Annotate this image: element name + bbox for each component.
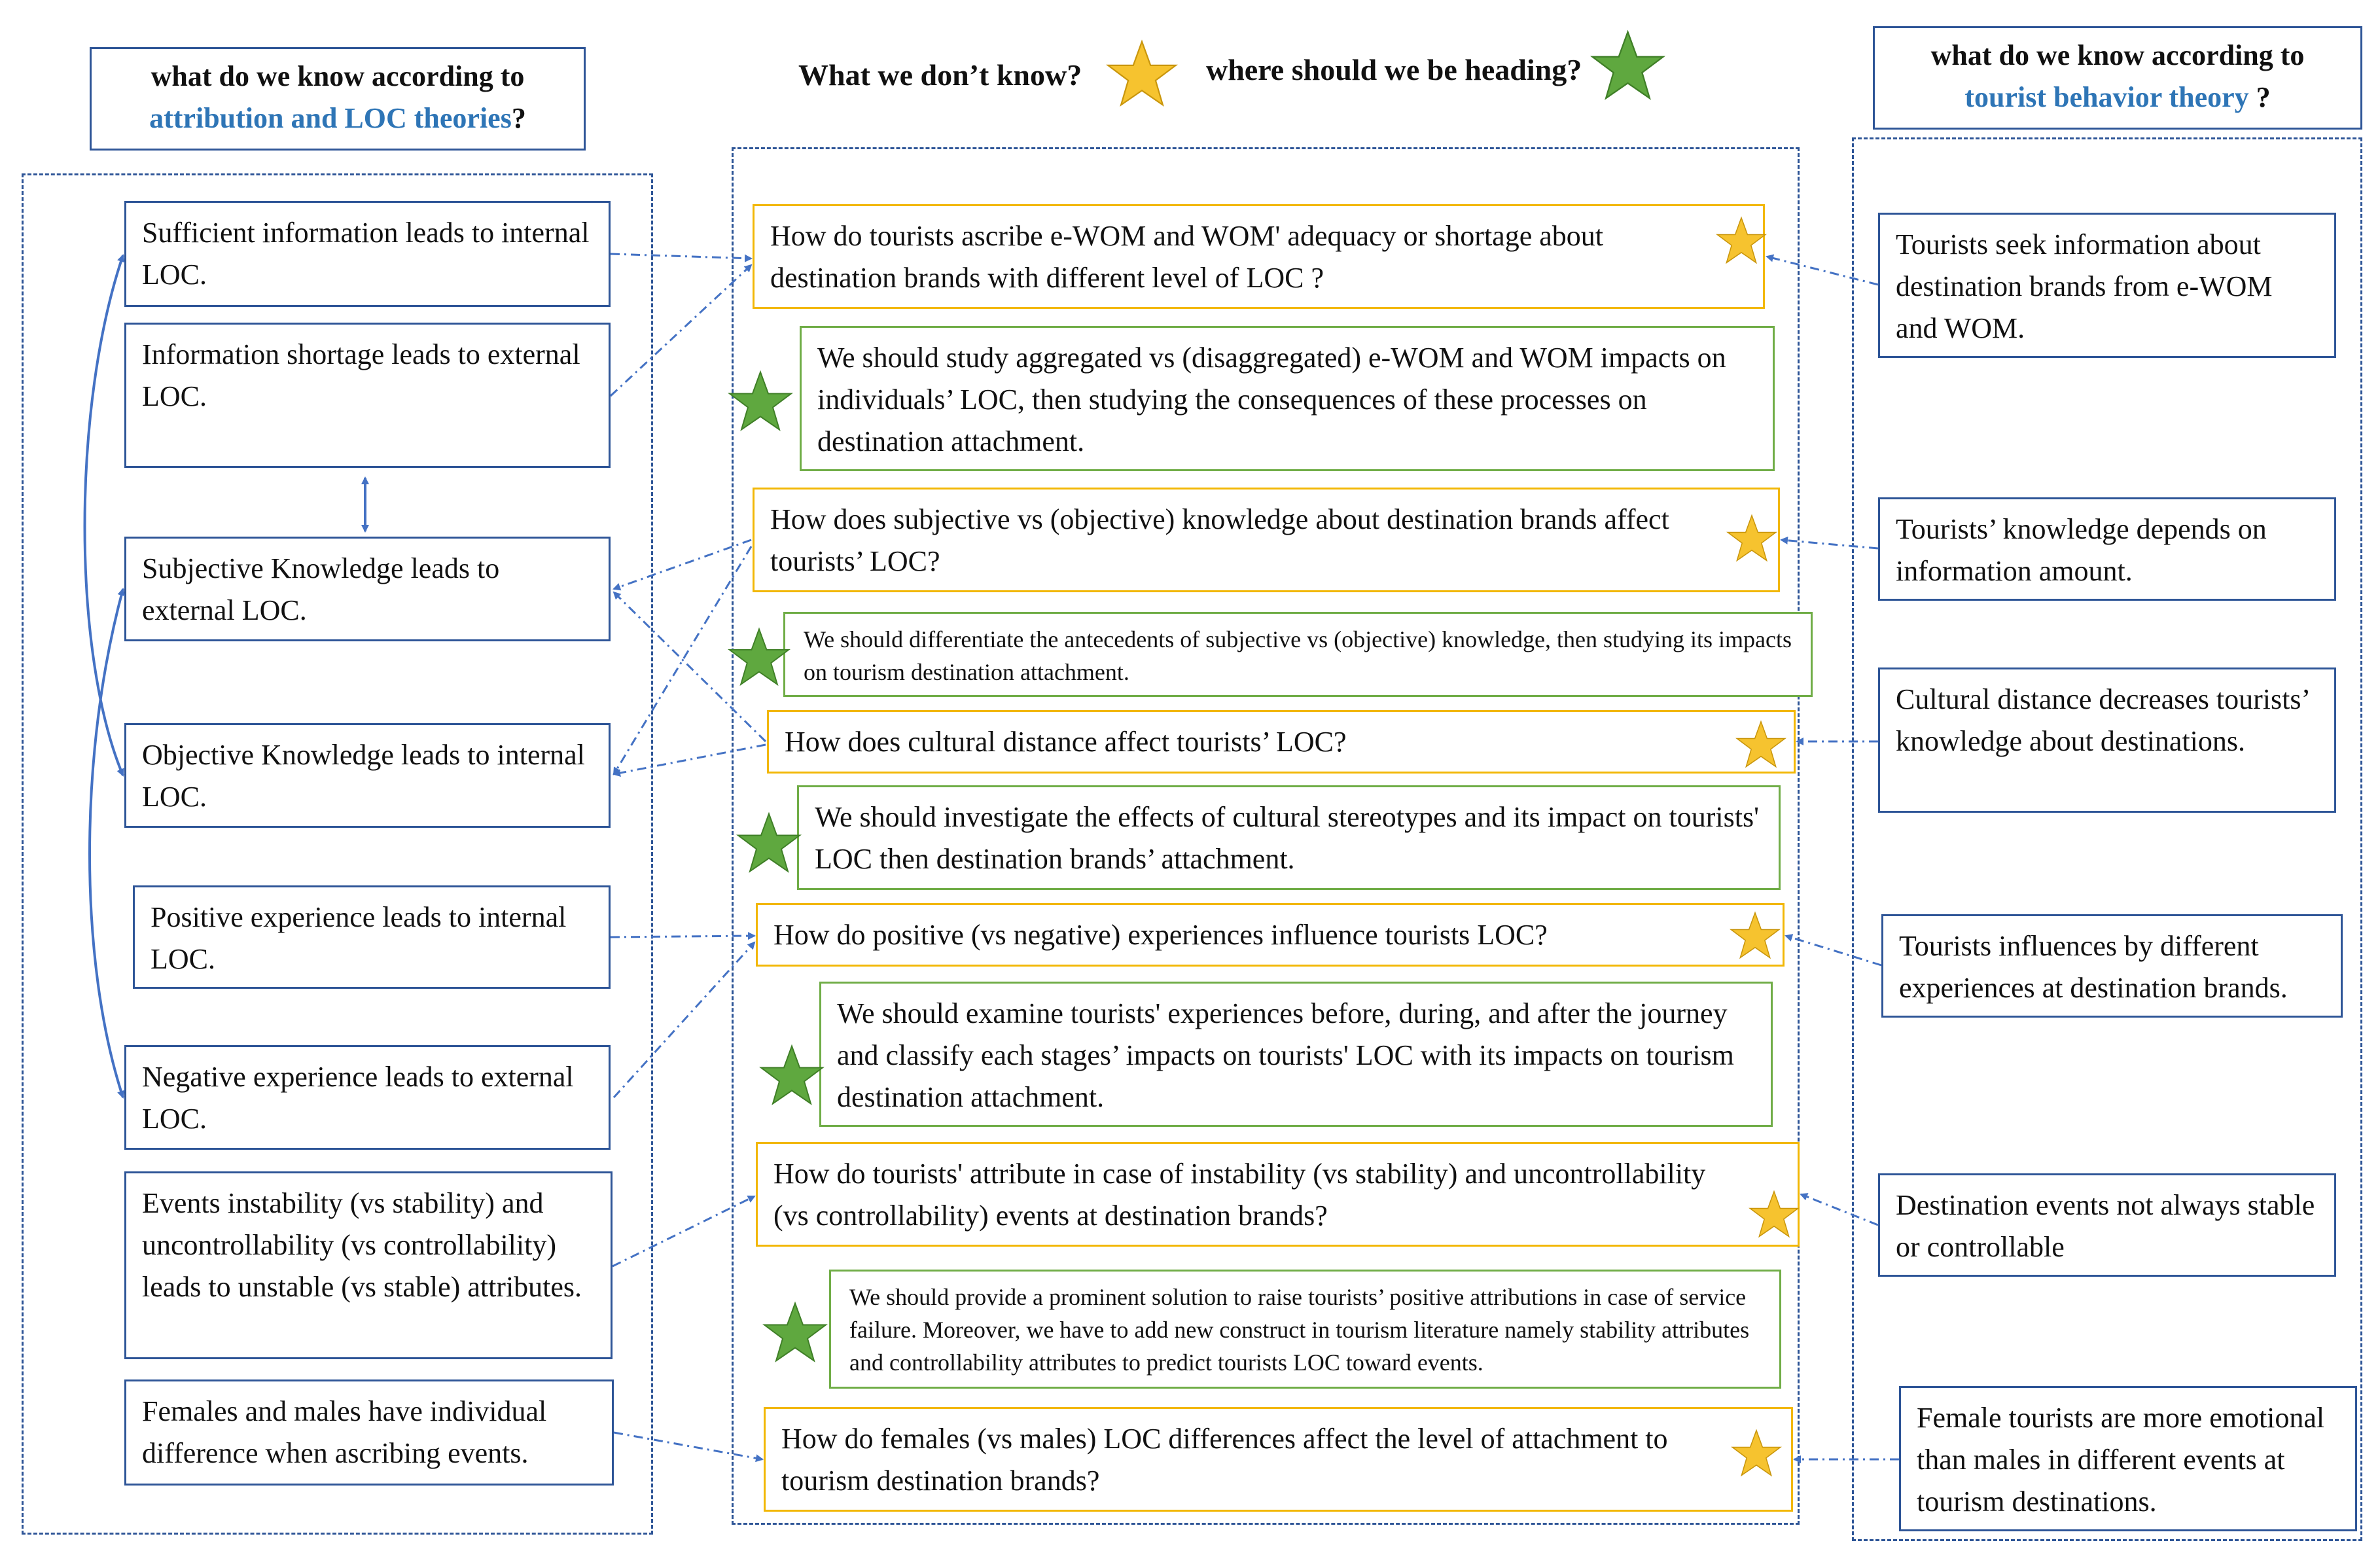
left-box-gender-difference: Females and males have individual difference when ascribing events. bbox=[124, 1379, 614, 1486]
left-box-negative-experience: Negative experience leads to external LOC. bbox=[124, 1045, 611, 1150]
green-star-icon bbox=[728, 370, 793, 433]
left-box-information-shortage: Information shortage leads to external LOC. bbox=[124, 323, 611, 468]
yellow-star-icon bbox=[1726, 514, 1777, 563]
direction-box-cultural: We should investigate the effects of cultural stereotypes and its impact on tourists' LOC then destination brands’ attachment. bbox=[797, 785, 1781, 890]
left-box-events-instability: Events instability (vs stability) and uncontrollability (vs controllability) leads to unstable (vs stable) attributes. bbox=[124, 1171, 613, 1359]
green-star-icon bbox=[736, 811, 802, 874]
question-box-knowledge: How does subjective vs (objective) knowledge about destination brands affect tourists’ LOC? bbox=[753, 488, 1780, 592]
left-header-line1: what do we know according to bbox=[151, 60, 525, 92]
right-box-cultural-distance: Cultural distance decreases tourists’ knowledge about destinations. bbox=[1878, 667, 2336, 813]
question-box-instability: How do tourists' attribute in case of instability (vs stability) and uncontrollability (vs controllability) events at destination brands? bbox=[756, 1142, 1800, 1247]
direction-box-knowledge: We should differentiate the antecedents of subjective vs (objective) knowledge, then studying its impacts on tourism destination attachment. bbox=[783, 612, 1813, 697]
left-box-objective-knowledge: Objective Knowledge leads to internal LOC. bbox=[124, 723, 611, 828]
direction-box-ewom: We should study aggregated vs (disaggregated) e-WOM and WOM impacts on individuals’ LOC, then studying the consequences of these processes on destination attachment. bbox=[800, 326, 1775, 471]
green-star-icon bbox=[762, 1301, 828, 1364]
right-box-experiences: Tourists influences by different experiences at destination brands. bbox=[1881, 914, 2343, 1018]
yellow-star-icon bbox=[1730, 911, 1781, 960]
left-column-header bbox=[90, 47, 586, 151]
middle-header-heading: where should we be heading? bbox=[1206, 53, 1582, 86]
yellow-star-icon bbox=[1106, 39, 1178, 108]
direction-box-experiences: We should examine tourists' experiences before, during, and after the journey and classify each stages’ impacts on tourists' LOC with its impacts on tourism destination attachment. bbox=[819, 982, 1773, 1127]
right-box-female-tourists: Female tourists are more emotional than males in different events at tourism destinations. bbox=[1899, 1386, 2357, 1531]
right-header-suffix: ? bbox=[2248, 81, 2271, 113]
right-box-seek-information: Tourists seek information about destination brands from e-WOM and WOM. bbox=[1878, 213, 2336, 358]
right-header-line1: what do we know according to bbox=[1930, 39, 2305, 71]
green-star-icon bbox=[1590, 29, 1665, 101]
middle-header-question: What we don’t know? bbox=[798, 58, 1082, 92]
yellow-star-icon bbox=[1749, 1190, 1800, 1239]
question-box-experiences: How do positive (vs negative) experiences influence tourists LOC? bbox=[756, 903, 1785, 967]
direction-box-instability: We should provide a prominent solution to raise tourists’ positive attributions in case of service failure. Moreover, we have to add new construct in tourism literature namely stability attributes and controllability attributes to predict tourists LOC toward events. bbox=[829, 1270, 1781, 1389]
right-header-theory: tourist behavior theory bbox=[1964, 81, 2249, 113]
question-box-ewom: How do tourists ascribe e-WOM and WOM' adequacy or shortage about destination brands with different level of LOC ? bbox=[753, 204, 1765, 309]
left-header-suffix: ? bbox=[511, 102, 526, 134]
green-star-icon bbox=[728, 627, 790, 687]
right-box-destination-events: Destination events not always stable or controllable bbox=[1878, 1173, 2336, 1277]
question-box-gender: How do females (vs males) LOC differences affect the level of attachment to tourism destination brands? bbox=[764, 1407, 1793, 1512]
yellow-star-icon bbox=[1735, 720, 1786, 769]
green-star-icon bbox=[759, 1044, 825, 1107]
left-box-sufficient-information: Sufficient information leads to internal LOC. bbox=[124, 201, 611, 307]
yellow-star-icon bbox=[1716, 216, 1767, 265]
left-box-subjective-knowledge: Subjective Knowledge leads to external LOC. bbox=[124, 537, 611, 641]
yellow-star-icon bbox=[1731, 1429, 1782, 1478]
right-column-header bbox=[1873, 26, 2362, 130]
left-header-theory: attribution and LOC theories bbox=[149, 102, 512, 134]
question-box-cultural-distance: How does cultural distance affect tourists’ LOC? bbox=[767, 710, 1796, 774]
left-box-positive-experience: Positive experience leads to internal LOC. bbox=[133, 885, 611, 989]
right-box-knowledge-amount: Tourists’ knowledge depends on information amount. bbox=[1878, 497, 2336, 601]
